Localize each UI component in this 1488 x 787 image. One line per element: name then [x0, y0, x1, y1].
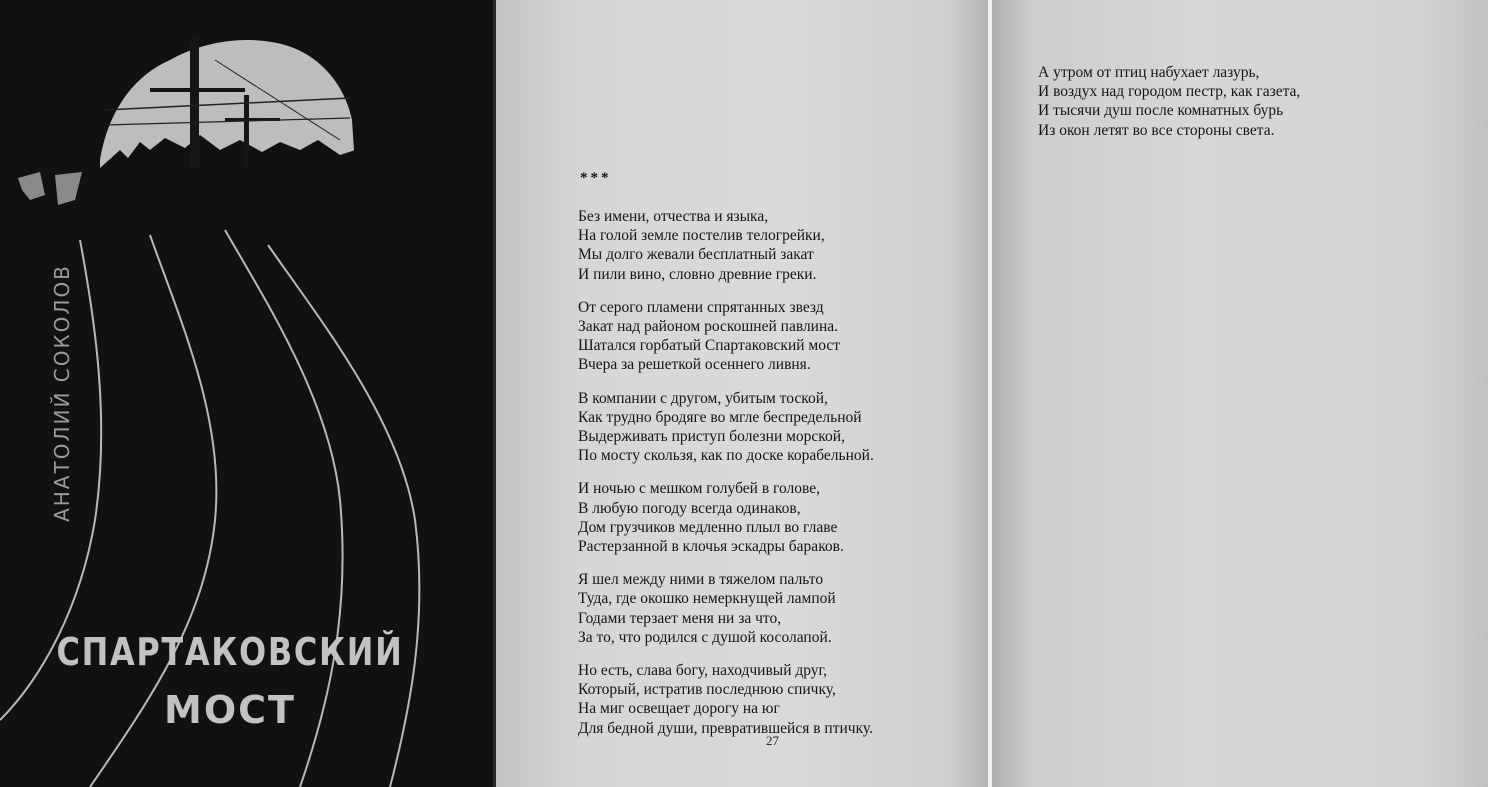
stanza-separator-stars: *** — [580, 170, 612, 186]
poem-line: Как трудно бродяге во мгле беспредельной — [578, 408, 862, 426]
poem-line: По мосту скользя, как по доске корабельной. — [578, 447, 874, 465]
poem-line: Шатался горбатый Спартаковский мост — [578, 337, 841, 355]
poem-line: Закат над районом роскошней павлина. — [578, 318, 839, 336]
poem-line: В любую погоду всегда одинаков, — [578, 499, 801, 517]
poem-line: Без имени, отчества и языка, — [578, 208, 769, 225]
poem-line: Растерзанной в клочья эскадры бараков. — [578, 538, 844, 556]
page-number: 27 — [766, 733, 779, 748]
right-poem — [1038, 63, 1458, 154]
poem-line: Для бедной души, превратившейся в птичку. — [578, 719, 873, 737]
fragment-left — [18, 172, 45, 200]
poem-line: И воздух над городом пестр, как газета, — [1038, 83, 1301, 101]
poem-line: Годами терзает меня ни за что, — [578, 609, 782, 627]
stanza — [578, 298, 978, 375]
pole-crossbar-1 — [150, 88, 245, 92]
cover-title-line-2: МОСТ — [164, 688, 296, 732]
poem-line: За то, что родился с душой косолапой. — [578, 628, 832, 646]
poem-line: И ночью с мешком голубей в голове, — [578, 480, 820, 498]
stanza — [578, 479, 978, 556]
poem-line: Туда, где окошко немеркнущей лампой — [578, 590, 836, 608]
poem-line: Мы долго жевали бесплатный закат — [578, 246, 814, 264]
poem-line: На голой земле постелив телогрейки, — [578, 227, 825, 245]
pole-2 — [244, 95, 249, 165]
left-poem — [578, 207, 978, 752]
stanza — [578, 207, 978, 284]
pole-1 — [190, 38, 199, 168]
stanza — [578, 570, 978, 647]
poem-line: Выдерживать приступ болезни морской, — [578, 428, 845, 446]
cover-title-line-1: СПАРТАКОВСКИЙ — [56, 630, 404, 674]
poem-line: В компании с другом, убитым тоской, — [578, 389, 828, 407]
poem-line: И пили вино, словно древние греки. — [578, 265, 817, 283]
book-cover — [0, 0, 493, 787]
poem-line: Который, истратив последнюю спичку, — [578, 681, 836, 699]
cover-author: АНАТОЛИЙ СОКОЛОВ — [50, 264, 74, 522]
poem-line: Дом грузчиков медленно плыл во главе — [578, 518, 838, 536]
poem-line: Вчера за решеткой осеннего ливня. — [578, 356, 811, 374]
poem-line: А утром от птиц набухает лазурь, — [1038, 64, 1260, 81]
fragment-left-2 — [55, 172, 82, 205]
stanza — [578, 661, 978, 738]
right-page — [992, 0, 1488, 787]
poem-line: На миг освещает дорогу на юг — [578, 700, 780, 718]
poem-line: Я шел между ними в тяжелом пальто — [578, 571, 824, 589]
stanza — [578, 389, 978, 466]
poem-line: Из окон летят во все стороны света. — [1038, 121, 1275, 139]
stanza — [1038, 63, 1458, 140]
poem-line: И тысячи душ после комнатных бурь — [1038, 102, 1284, 120]
left-page — [496, 0, 988, 787]
poem-line: Но есть, слава богу, находчивый друг, — [578, 662, 828, 680]
poem-line: От серого пламени спрятанных звезд — [578, 298, 824, 316]
